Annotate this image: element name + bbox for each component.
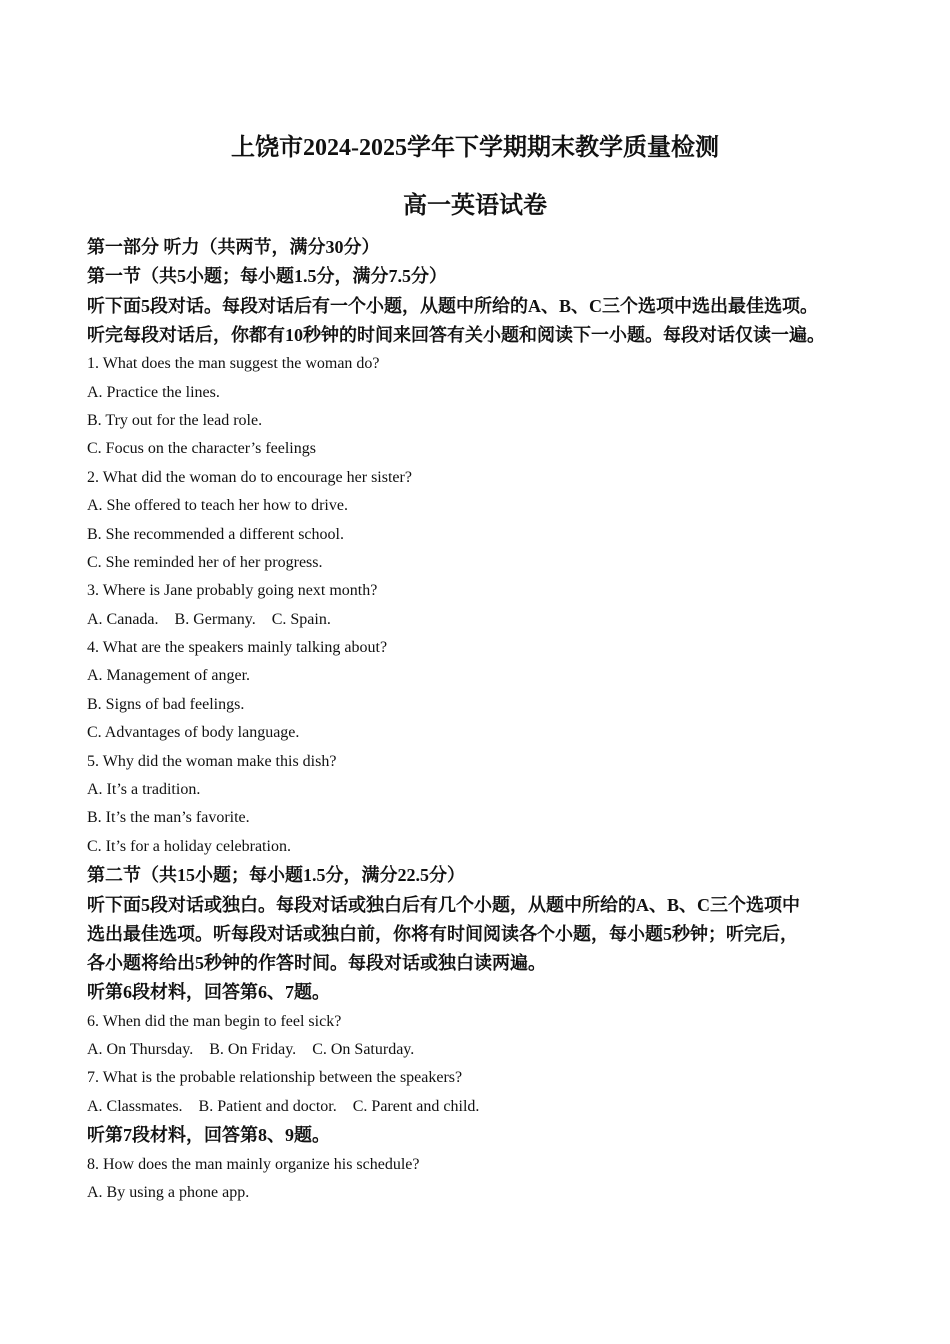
option-4b: B. Signs of bad feelings. xyxy=(87,695,245,713)
section1-instruction: 听下面5段对话。每段对话后有一个小题，从题中所给的A、B、C三个选项中选出最佳选项。 xyxy=(87,295,818,316)
option-6b: B. On Friday. xyxy=(209,1041,297,1059)
option-2b: B. She recommended a different school. xyxy=(87,525,344,543)
options-7 xyxy=(87,1093,887,1121)
question-4: 4. What are the speakers mainly talking about? xyxy=(87,639,388,657)
option-4c: C. Advantages of body language. xyxy=(87,724,300,742)
question-6: 6. When did the man begin to feel sick? xyxy=(87,1012,342,1030)
option-1c: C. Focus on the character’s feelings xyxy=(87,440,316,458)
option-7a: A. Classmates. xyxy=(87,1097,183,1115)
option-1a: A. Practice the lines. xyxy=(87,383,220,401)
option-5b: B. It’s the man’s favorite. xyxy=(87,809,250,827)
option-2c: C. She reminded her of her progress. xyxy=(87,553,323,571)
section1-instruction: 听完每段对话后，你都有10秒钟的时间来回答有关小题和阅读下一小题。每段对话仅读一遍。 xyxy=(87,324,825,345)
option-3a: A. Canada. xyxy=(87,610,159,628)
question-2: 2. What did the woman do to encourage her sister? xyxy=(87,468,412,486)
section1-heading: 第一节（共5小题；每小题1.5分，满分7.5分） xyxy=(87,266,447,287)
section2-instruction: 听下面5段对话或独白。每段对话或独白后有几个小题，从题中所给的A、B、C三个选项中 xyxy=(87,894,800,915)
section2-instruction: 选出最佳选项。听每段对话或独白前，你将有时间阅读各个小题，每小题5秒钟；听完后， xyxy=(87,923,798,944)
option-7c: C. Parent and child. xyxy=(352,1097,480,1115)
option-3b: B. Germany. xyxy=(174,610,256,628)
material-7-heading: 听第7段材料，回答第8、9题。 xyxy=(87,1125,330,1146)
question-7: 7. What is the probable relationship between the speakers? xyxy=(87,1069,463,1087)
option-6a: A. On Thursday. xyxy=(87,1041,194,1059)
material-6-heading: 听第6段材料，回答第6、7题。 xyxy=(87,982,330,1003)
option-2a: A. She offered to teach her how to drive. xyxy=(87,497,348,515)
option-5c: C. It’s for a holiday celebration. xyxy=(87,837,291,855)
exam-title: 上饶市2024-2025学年下学期期末教学质量检测 xyxy=(231,135,719,161)
part1-heading: 第一部分 听力（共两节，满分30分） xyxy=(87,237,380,257)
exam-subtitle: 高一英语试卷 xyxy=(403,193,547,219)
question-8: 8. How does the man mainly organize his schedule? xyxy=(87,1155,420,1173)
option-7b: B. Patient and doctor. xyxy=(198,1097,337,1115)
question-5: 5. Why did the woman make this dish? xyxy=(87,752,337,770)
section2-heading: 第二节（共15小题；每小题1.5分，满分22.5分） xyxy=(87,865,465,886)
option-4a: A. Management of anger. xyxy=(87,667,251,685)
option-8a: A. By using a phone app. xyxy=(87,1183,250,1201)
exam-content xyxy=(87,233,887,1207)
question-3: 3. Where is Jane probably going next month? xyxy=(87,582,378,600)
options-6 xyxy=(87,1036,887,1064)
section2-instruction: 各小题将给出5秒钟的作答时间。每段对话或独白读两遍。 xyxy=(87,953,546,974)
options-3 xyxy=(87,606,887,634)
option-3c: C. Spain. xyxy=(271,610,331,628)
option-1b: B. Try out for the lead role. xyxy=(87,411,263,429)
option-5a: A. It’s a tradition. xyxy=(87,781,201,799)
option-6c: C. On Saturday. xyxy=(312,1041,415,1059)
question-1: 1. What does the man suggest the woman do? xyxy=(87,355,380,373)
